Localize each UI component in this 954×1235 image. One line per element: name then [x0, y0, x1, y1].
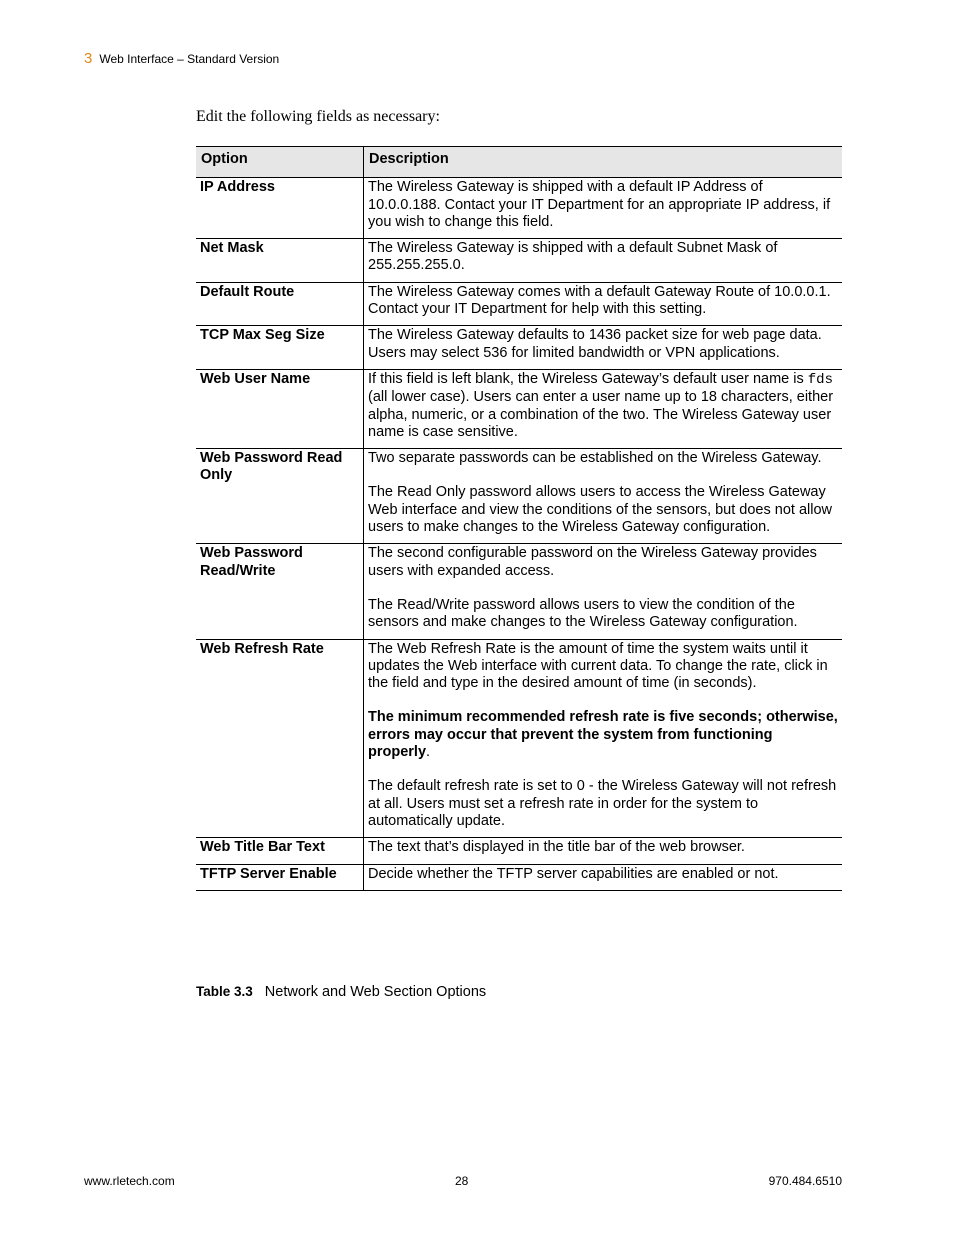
footer-page-number: 28 — [455, 1174, 469, 1188]
description-text: (all lower case). Users can enter a user name up to 18 characters, either alpha, numeric, or a combination of the two. The Wireless Gateway user name is case sensitive. — [368, 389, 834, 440]
table-row — [196, 369, 842, 448]
description-paragraph: The default refresh rate is set to 0 - the Wireless Gateway will not refresh at all. Users must set a refresh rate in order for the system to automatically update. — [368, 778, 837, 829]
option-description: The Wireless Gateway is shipped with a default IP Address of 10.0.0.188. Contact your IT Department for an appropriate IP address, if you wish to change this field. — [364, 178, 843, 239]
description-paragraph: The second configurable password on the Wireless Gateway provides users with expanded access. — [368, 545, 817, 579]
column-header-option: Option — [196, 147, 364, 178]
warning-tail: . — [426, 744, 431, 761]
option-name: Net Mask — [196, 239, 364, 283]
warning-paragraph — [368, 709, 838, 761]
footer-website: www.rletech.com — [84, 1174, 175, 1188]
option-name: Web Refresh Rate — [196, 639, 364, 838]
option-name: TFTP Server Enable — [196, 864, 364, 890]
table-row — [196, 838, 842, 864]
table-row — [196, 864, 842, 890]
options-table — [196, 146, 842, 891]
table-row — [196, 282, 842, 326]
option-name: Web Password Read/Write — [196, 544, 364, 639]
caption-label: Table 3.3 — [196, 984, 253, 999]
table-header-row — [196, 147, 842, 178]
option-description: The text that’s displayed in the title bar of the web browser. — [364, 838, 843, 864]
option-description: The Wireless Gateway comes with a default Gateway Route of 10.0.0.1. Contact your IT Department for help with this setting. — [364, 282, 843, 326]
default-username-code: fds — [807, 371, 833, 388]
intro-text: Edit the following fields as necessary: — [196, 108, 440, 125]
option-description: The Wireless Gateway defaults to 1436 packet size for web page data. Users may select 536 for limited bandwidth or VPN applications. — [364, 326, 843, 370]
section-title: Web Interface – Standard Version — [99, 52, 280, 66]
chapter-number: 3 — [84, 50, 93, 67]
description-text: If this field is left blank, the Wireless Gateway’s default user name is — [368, 370, 808, 387]
table-row — [196, 449, 842, 544]
table-caption — [196, 984, 486, 1000]
description-paragraph: The Read Only password allows users to access the Wireless Gateway Web interface and view the conditions of the sensors, but does not allow users to make changes to the Wireless Gateway configuration. — [368, 484, 833, 536]
option-name: IP Address — [196, 178, 364, 239]
caption-text: Network and Web Section Options — [264, 984, 487, 1000]
option-description: The Wireless Gateway is shipped with a default Subnet Mask of 255.255.255.0. — [364, 239, 843, 283]
option-name: Web User Name — [196, 369, 364, 448]
table-row — [196, 239, 842, 283]
option-name: TCP Max Seg Size — [196, 326, 364, 370]
table-row — [196, 639, 842, 838]
option-name: Web Title Bar Text — [196, 838, 364, 864]
warning-text: The minimum recommended refresh rate is five seconds; otherwise, errors may occur that prevent the system from functioning properly — [368, 709, 838, 761]
table-row — [196, 544, 842, 639]
description-paragraph: The Web Refresh Rate is the amount of time the system waits until it updates the Web interface with current data. To change the rate, click in the field and type in the desired amount of time (in seconds). — [368, 640, 828, 692]
column-header-description: Description — [364, 147, 843, 178]
option-description — [364, 369, 843, 448]
option-description: Decide whether the TFTP server capabilities are enabled or not. — [364, 864, 843, 890]
description-paragraph: The Read/Write password allows users to view the condition of the sensors and make changes to the Wireless Gateway configuration. — [368, 596, 798, 631]
option-description — [364, 544, 843, 639]
option-description — [364, 449, 843, 544]
footer-phone: 970.484.6510 — [768, 1174, 842, 1188]
table-row — [196, 178, 842, 239]
option-name: Default Route — [196, 282, 364, 326]
option-name: Web Password Read Only — [196, 449, 364, 544]
description-paragraph: Two separate passwords can be established on the Wireless Gateway. — [368, 450, 822, 467]
page-header — [84, 50, 279, 67]
table-row — [196, 326, 842, 370]
option-description — [364, 639, 843, 838]
